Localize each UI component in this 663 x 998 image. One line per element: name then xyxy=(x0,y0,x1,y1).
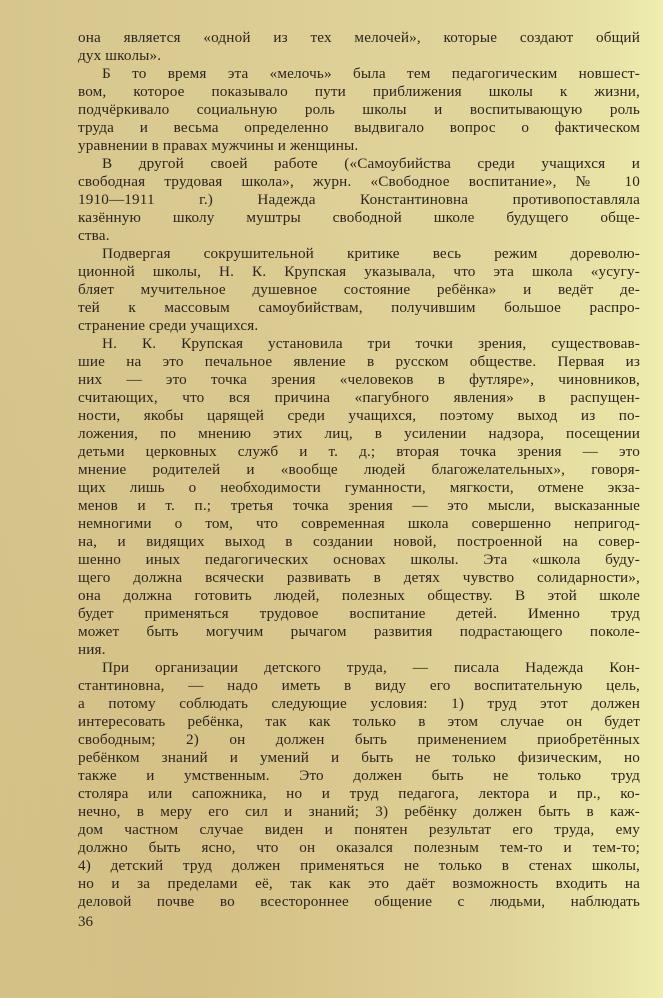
text-line: В другой своей работе («Самоубийства среди учащихся и xyxy=(102,155,640,172)
text-line: шенно иных педагогических основах школы. Эта «школа буду- xyxy=(78,551,640,568)
text-line: При организации детского труда, — писала Надежда Кон- xyxy=(102,659,640,676)
text-line: вом, которое показывало пути приближения школы к жизни, xyxy=(78,83,640,100)
text-line: а потому соблюдать следующие условия: 1) труд этот должен xyxy=(78,695,640,712)
text-line: деловой почве во всестороннее общение с людьми, наблюдать xyxy=(78,893,640,910)
text-line: она является «одной из тех мелочей», которые создают общий xyxy=(78,29,640,46)
text-line: ционной школы, Н. К. Крупская указывала, что эта школа «усугу- xyxy=(78,263,640,280)
text-line: свободным; 2) он должен быть применением приобретённых xyxy=(78,731,640,748)
text-line: казённую школу муштры свободной школе будущего обще- xyxy=(78,209,640,226)
page-number: 36 xyxy=(78,914,93,930)
text-line: она должна готовить людей, полезных обществу. В этой школе xyxy=(78,587,640,604)
text-line: стантиновна, — надо иметь в виду его воспитательную цель, xyxy=(78,677,640,694)
text-line: должно быть ясно, что он оказался полезным тем-то и тем-то; xyxy=(78,839,640,856)
text-line: Н. К. Крупская установила три точки зрения, существовав- xyxy=(102,335,640,352)
text-line: ложения, по мнению этих лиц, в усилении надзора, посещении xyxy=(78,425,640,442)
text-line: менов и т. п.; третья точка зрения — это мысли, высказанные xyxy=(78,497,640,514)
text-line: уравнении в правах мужчины и женщины. xyxy=(78,137,359,154)
text-line: 1910—1911 г.) Надежда Константиновна противопоставляла xyxy=(78,191,640,208)
text-line: но и за пределами её, так как это даёт возможность входить на xyxy=(78,875,640,892)
text-line: немногими о том, что современная школа совершенно непригод- xyxy=(78,515,640,532)
text-line: ства. xyxy=(78,227,110,244)
text-line: дух школы». xyxy=(78,47,162,64)
text-line: мнение родителей и «вообще людей благожелательных», говоря- xyxy=(78,461,640,478)
text-line: дом частном случае виден и понятен результат его труда, ему xyxy=(78,821,640,838)
text-line: на, и видящих выход в создании новой, построенной на совер- xyxy=(78,533,640,550)
body-text xyxy=(78,29,640,911)
text-line: подчёркивало социальную роль школы и воспитывающую роль xyxy=(78,101,640,118)
text-line: детьми церковных служб и т. д.; вторая точка зрения — это xyxy=(78,443,640,460)
text-line: Подвергая сокрушительной критике весь режим дореволю- xyxy=(102,245,640,262)
text-line: ности, якобы царящей среди учащихся, поэтому выход из по- xyxy=(78,407,640,424)
text-line: может быть могучим рычагом развития подрастающего поколе- xyxy=(78,623,640,640)
text-line: свободная трудовая школа», журн. «Свободное воспитание», № 10 xyxy=(78,173,640,190)
text-line: Б то время эта «мелочь» была тем педагогическим новшест- xyxy=(102,65,640,82)
text-line: нечно, в меру его сил и знаний; 3) ребёнку должен быть в каж- xyxy=(78,803,640,820)
text-line: бляет мучительное душевное состояние ребёнка» и ведёт де- xyxy=(78,281,640,298)
text-line: также и умственным. Это должен быть не только труд xyxy=(78,767,640,784)
text-line: странение среди учащихся. xyxy=(78,317,259,334)
text-line: интересовать ребёнка, так как только в этом случае он будет xyxy=(78,713,640,730)
text-line: шие на это печальное явление в русском обществе. Первая из xyxy=(78,353,640,370)
text-line: столяра или сапожника, но и труд педагога, лектора и пр., ко- xyxy=(78,785,640,802)
text-line: тей к массовым самоубийствам, получившим большое распро- xyxy=(78,299,640,316)
text-line: 4) детский труд должен применяться не только в стенах школы, xyxy=(78,857,640,874)
text-line: щих лишь о необходимости гуманности, мягкости, отмене экза- xyxy=(78,479,640,496)
text-line: них — это точка зрения «человеков в футляре», чиновников, xyxy=(78,371,640,388)
text-line: труда и весьма определенно выдвигало вопрос о фактическом xyxy=(78,119,640,136)
text-line: щего должна всячески развивать в детях чувство солидарности», xyxy=(78,569,640,586)
text-line: ния. xyxy=(78,641,106,658)
text-line: ребёнком знаний и умений и быть не только физическим, но xyxy=(78,749,640,766)
text-line: будет применяться трудовое воспитание детей. Именно труд xyxy=(78,605,640,622)
text-line: считающих, что вся причина «пагубного явления» в распущен- xyxy=(78,389,640,406)
